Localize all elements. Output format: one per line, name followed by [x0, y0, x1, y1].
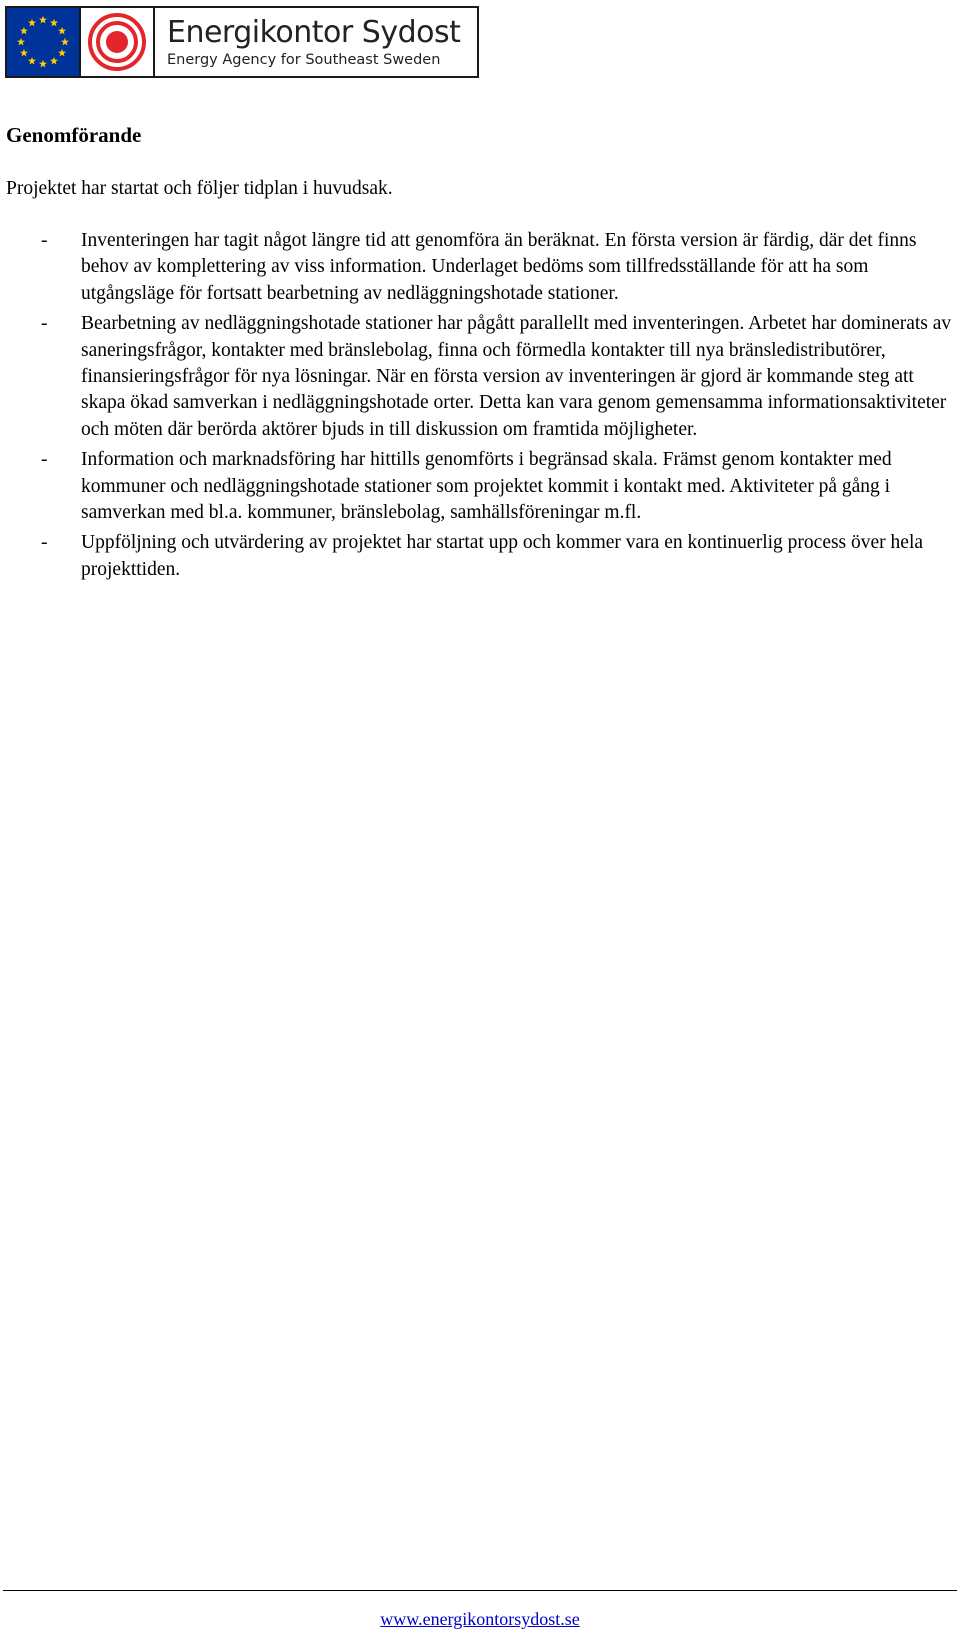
- footer: [0, 1608, 960, 1630]
- list-item: [6, 530, 960, 583]
- eu-star: [50, 57, 58, 65]
- energy-target-icon: [79, 8, 155, 76]
- document-body: [6, 122, 956, 587]
- letterhead-logo: [5, 6, 479, 78]
- list-bullet: -: [41, 313, 48, 335]
- list-item-text: Bearbetning av nedläggningshotade stationer har pågått parallellt med inventeringen. Arbetet har dominerats av saneringsfrågor, kontakter med bränslebolag, finna och förmedla kontakter till nya bränsledistributörer, finansieringsfrågor för nya lösningar. När en första version av inventeringen är gjord är kommande steg att skapa ökad samverkan i nedläggningshotade orter. Detta kan vara genom gemensamma informationsaktiviteter och möten där berörda aktörer bjuds in till diskussion om framtida möjligheter.: [81, 313, 952, 440]
- website-link[interactable]: www.energikontorsydost.se: [380, 1609, 580, 1629]
- eu-star: [50, 19, 58, 27]
- brand-subtitle: Energy Agency for Southeast Sweden: [167, 51, 441, 68]
- list-item-text: Inventeringen har tagit något längre tid att genomföra än beräknat. En första version är färdig, där det finns behov av komplettering av viss information. Underlaget bedöms som tillfredsställande för att ha som utgångsläge för fortsatt bearbetning av nedläggningshotade stationer.: [81, 230, 917, 304]
- eu-flag-icon: [7, 8, 79, 76]
- eu-star: [39, 60, 47, 68]
- list-item: [6, 311, 960, 443]
- footer-divider: [3, 1590, 957, 1591]
- list-bullet: -: [41, 230, 48, 251]
- eu-star: [39, 16, 47, 24]
- eu-star: [17, 38, 25, 46]
- eu-star: [61, 38, 69, 46]
- list-item: [6, 228, 960, 307]
- list-bullet: -: [41, 449, 48, 471]
- brand-block: [155, 8, 477, 76]
- brand-name: Energikontor Sydost: [167, 14, 461, 50]
- eu-star: [20, 27, 28, 35]
- eu-star: [20, 49, 28, 57]
- section-heading: Genomförande: [6, 123, 142, 147]
- progress-list: [6, 228, 956, 583]
- eu-star: [28, 57, 36, 65]
- list-item-text: Information och marknadsföring har hittills genomförts i begränsad skala. Främst genom kontakter med kommuner och nedläggningshotade stationer som projektet kommit i kontakt med. Aktiviteter på gång i samverkan med bl.a. kommuner, bränslebolag, samhällsföreningar m.fl.: [81, 449, 892, 524]
- eu-star: [28, 19, 36, 27]
- list-item: [6, 447, 960, 526]
- intro-paragraph: Projektet har startat och följer tidplan i huvudsak.: [6, 178, 393, 199]
- eu-star: [58, 49, 66, 57]
- list-item-text: Uppföljning och utvärdering av projektet har startat upp och kommer vara en kontinuerlig process över hela projekttiden.: [81, 532, 924, 580]
- eu-star: [58, 27, 66, 35]
- list-bullet: -: [41, 532, 48, 554]
